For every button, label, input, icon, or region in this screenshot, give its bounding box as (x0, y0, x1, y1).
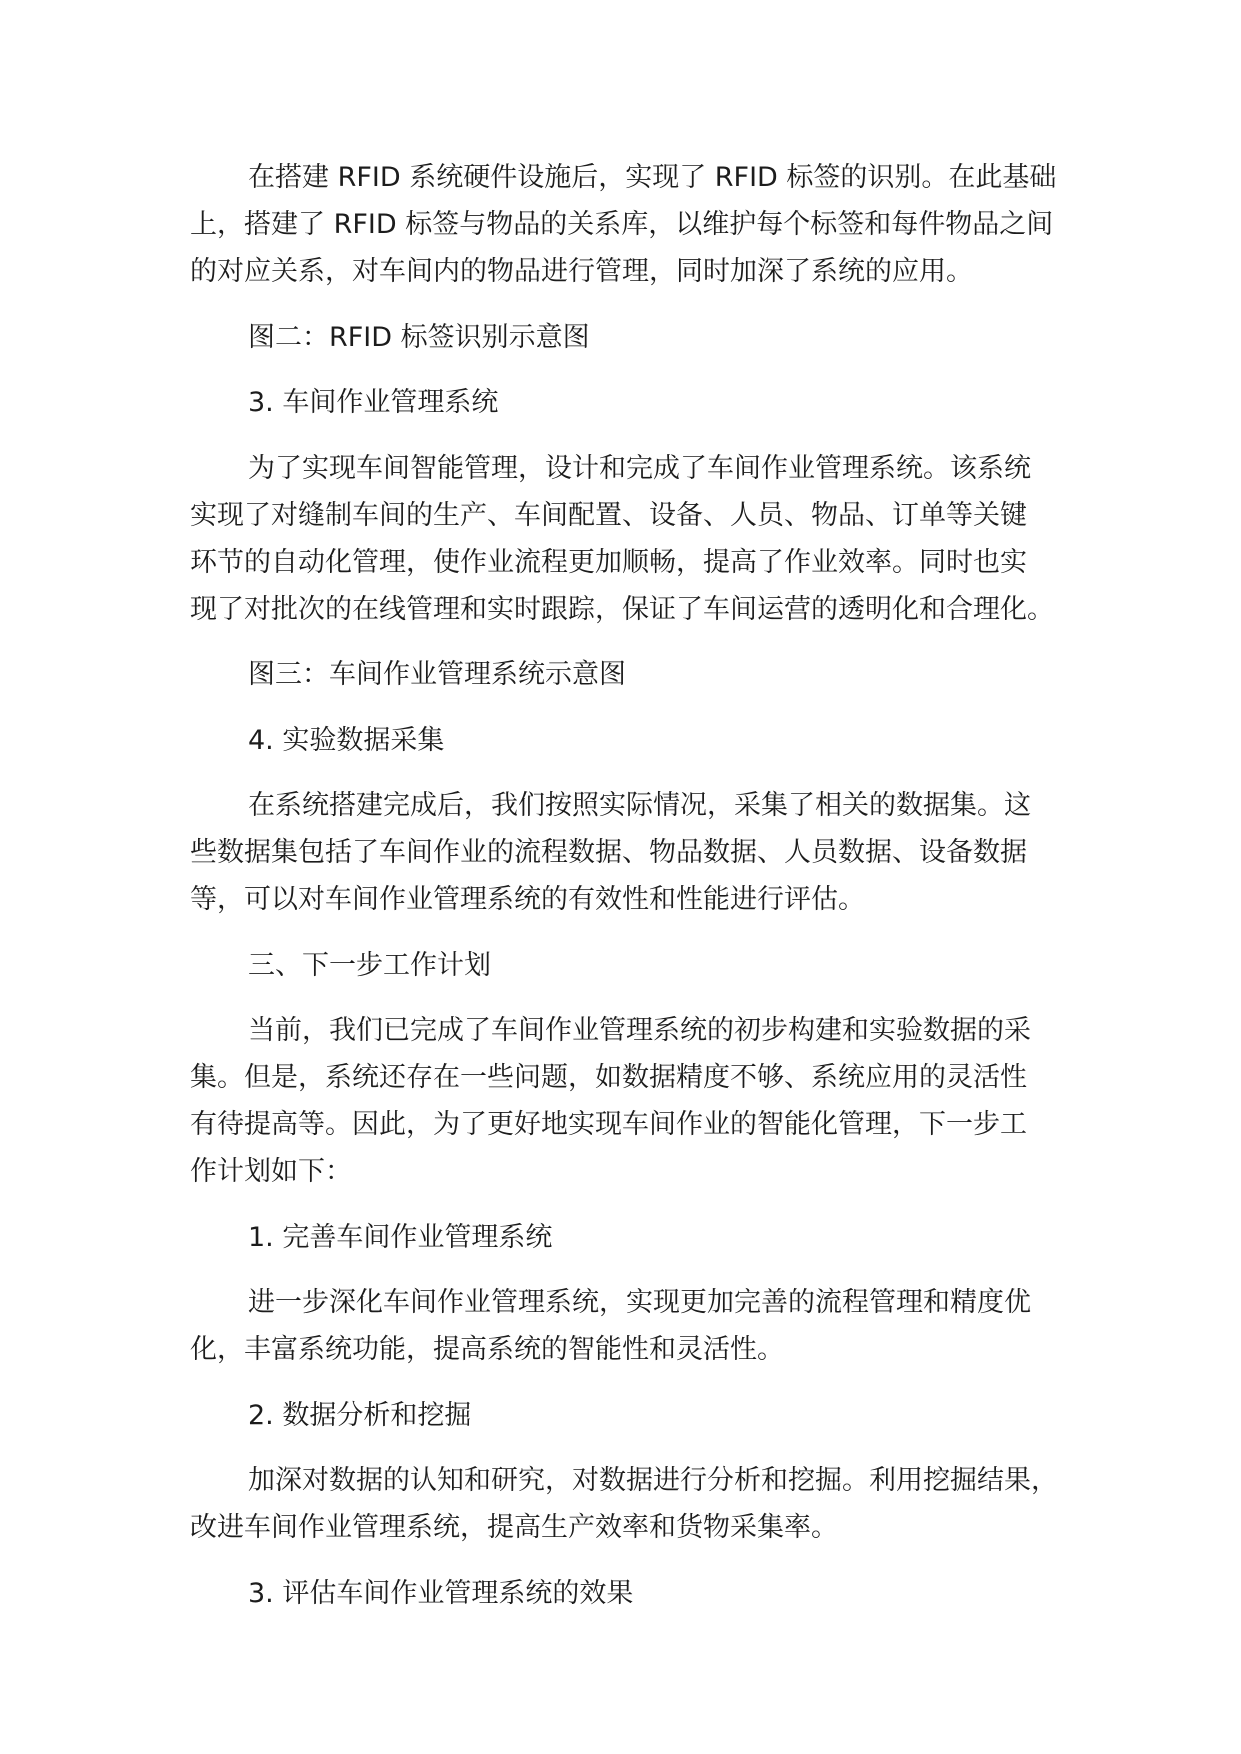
body-paragraph (190, 1007, 1241, 1195)
body-paragraph (190, 445, 1241, 633)
text-line: 改进车间作业管理系统，提高生产效率和货物采集率。 (190, 1512, 838, 1543)
text-line: 2. 数据分析和挖掘 (248, 1399, 472, 1431)
text-line: 图二：RFID 标签识别示意图 (248, 321, 590, 353)
text-line: 有待提高等。因此，为了更好地实现车间作业的智能化管理，下一步工 (190, 1109, 1027, 1140)
text-line: 在搭建 RFID 系统硬件设施后，实现了 RFID 标签的识别。在此基础 (248, 162, 1057, 193)
text-line: 集。但是，系统还存在一些问题，如数据精度不够、系统应用的灵活性 (190, 1062, 1027, 1093)
section-heading (190, 379, 1241, 426)
text-line: 3. 评估车间作业管理系统的效果 (248, 1577, 634, 1609)
text-line: 环节的自动化管理，使作业流程更加顺畅，提高了作业效率。同时也实 (190, 546, 1027, 578)
text-line: 作计划如下： (190, 1156, 352, 1187)
text-line: 三、下一步工作计划 (248, 949, 491, 981)
section-heading (190, 717, 1241, 764)
section-heading (190, 942, 1241, 989)
text-line: 当前，我们已完成了车间作业管理系统的初步构建和实验数据的采 (248, 1015, 1031, 1046)
body-paragraph (190, 1457, 1241, 1551)
text-line: 化，丰富系统功能，提高系统的智能性和灵活性。 (190, 1334, 784, 1365)
section-heading (190, 1570, 1241, 1617)
text-line: 现了对批次的在线管理和实时跟踪，保证了车间运营的透明化和合理化。 (190, 593, 1054, 625)
section-heading (190, 1214, 1241, 1261)
text-line: 等，可以对车间作业管理系统的有效性和性能进行评估。 (190, 884, 865, 915)
text-line: 加深对数据的认知和研究，对数据进行分析和挖掘。利用挖掘结果， (248, 1465, 1058, 1496)
figure-caption (190, 314, 1241, 361)
figure-caption (190, 651, 1241, 698)
text-line: 4. 实验数据采集 (248, 724, 445, 756)
text-line: 图三：车间作业管理系统示意图 (248, 659, 626, 690)
text-line: 进一步深化车间作业管理系统，实现更加完善的流程管理和精度优 (248, 1287, 1031, 1318)
text-line: 的对应关系，对车间内的物品进行管理，同时加深了系统的应用。 (190, 256, 973, 287)
text-line: 3. 车间作业管理系统 (248, 387, 499, 418)
body-paragraph (190, 154, 1241, 295)
section-heading (190, 1392, 1241, 1439)
text-line: 实现了对缝制车间的生产、车间配置、设备、人员、物品、订单等关键 (190, 499, 1027, 531)
text-line: 些数据集包括了车间作业的流程数据、物品数据、人员数据、设备数据 (190, 837, 1027, 868)
text-line: 在系统搭建完成后，我们按照实际情况，采集了相关的数据集。这 (248, 790, 1031, 821)
body-paragraph (190, 782, 1241, 923)
text-line: 上，搭建了 RFID 标签与物品的关系库，以维护每个标签和每件物品之间 (190, 209, 1054, 240)
body-paragraph (190, 1279, 1241, 1373)
text-line: 1. 完善车间作业管理系统 (248, 1221, 553, 1253)
text-line: 为了实现车间智能管理，设计和完成了车间作业管理系统。该系统 (248, 452, 1031, 484)
